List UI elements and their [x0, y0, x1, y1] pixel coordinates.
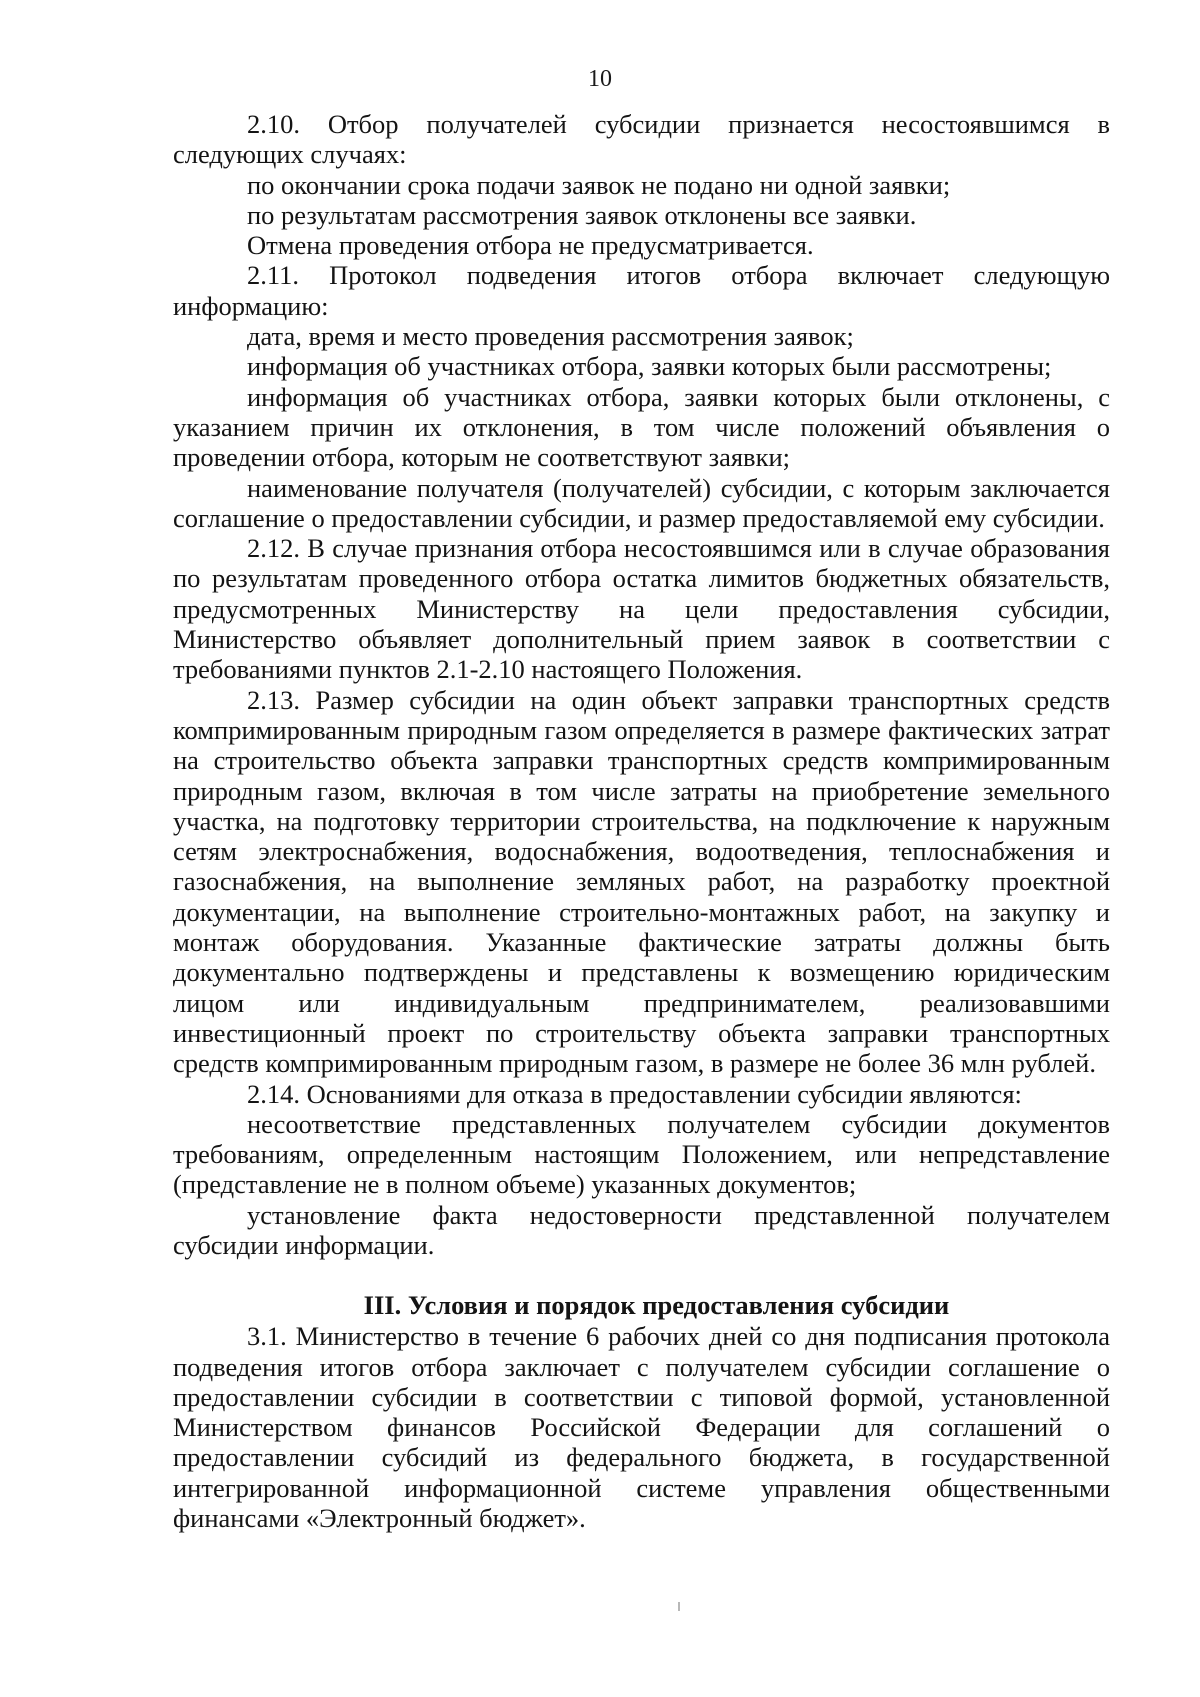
paragraph-item: Отмена проведения отбора не предусматривается. [247, 230, 814, 261]
paragraph-item: несоответствие представленных получателем субсидии документов требованиям, определенным настоящим Положением, или непредставление (представление не в полном объеме) указанных документов; [173, 1108, 1110, 1200]
paragraph-2-10: 2.10. Отбор получателей субсидии признается несостоявшимся в следующих случаях: [173, 109, 1110, 170]
scan-mark [678, 1602, 680, 1611]
paragraph-item: дата, время и место проведения рассмотрения заявок; [247, 321, 854, 352]
paragraph-3-1: 3.1. Министерство в течение 6 рабочих дней со дня подписания протокола подведения итогов отбора заключает с получателем субсидии соглашение о предоставлении субсидии в соответствии с типовой формой, установленной Министерством финансов Российской Федерации для соглашений о предоставлении субсидий из федерального бюджета, в государственной интегрированной информационной системе управления общественными финансами «Электронный бюджет». [173, 1321, 1110, 1534]
paragraph-item: по окончании срока подачи заявок не подано ни одной заявки; [247, 169, 951, 200]
paragraph-item: информация об участниках отбора, заявки которых были рассмотрены; [247, 351, 1052, 382]
page-number: 10 [588, 66, 612, 92]
paragraph-2-13: 2.13. Размер субсидии на один объект заправки транспортных средств компримированным природным газом определяется в размере фактических затрат на строительство объекта заправки транспортных средств компримированным природным газом, включая в том числе затраты на приобретение земельного участка, на подготовку территории строительства, на подключение к наружным сетям электроснабжения, водоснабжения, водоотведения, теплоснабжения и газоснабжения, на выполнение земляных работ, на разработку проектной документации, на выполнение строительно-монтажных работ, на закупку и монтаж оборудования. Указанные фактические затраты должны быть документально подтверждены и представлены к возмещению юридическим лицом или индивидуальным предпринимателем, реализовавшими инвестиционный проект по строительству объекта заправки транспортных средств компримированным природным газом, в размере не более 36 млн рублей. [173, 684, 1110, 1079]
paragraph-2-12: 2.12. В случае признания отбора несостоявшимся или в случае образования по результатам проведенного отбора остатка лимитов бюджетных обязательств, предусмотренных Министерству на цели предоставления субсидии, Министерство объявляет дополнительный прием заявок в соответствии с требованиями пунктов 2.1-2.10 настоящего Положения. [173, 533, 1110, 685]
document-body [173, 109, 1110, 1533]
paragraph-item: наименование получателя (получателей) субсидии, с которым заключается соглашение о предоставлении субсидии, и размер предоставляемой ему субсидии. [173, 472, 1110, 533]
paragraph-2-11: 2.11. Протокол подведения итогов отбора включает следующую информацию: [173, 260, 1110, 321]
paragraph-item: по результатам рассмотрения заявок отклонены все заявки. [247, 199, 917, 230]
paragraph-2-14: 2.14. Основаниями для отказа в предоставлении субсидии являются: [247, 1078, 1022, 1109]
paragraph-item: установление факта недостоверности представленной получателем субсидии информации. [173, 1199, 1110, 1260]
section-heading: III. Условия и порядок предоставления субсидии [363, 1290, 950, 1321]
paragraph-item: информация об участниках отбора, заявки которых были отклонены, с указанием причин их отклонения, в том числе положений объявления о проведении отбора, которым не соответствуют заявки; [173, 381, 1110, 473]
section-spacer [173, 1260, 1110, 1290]
